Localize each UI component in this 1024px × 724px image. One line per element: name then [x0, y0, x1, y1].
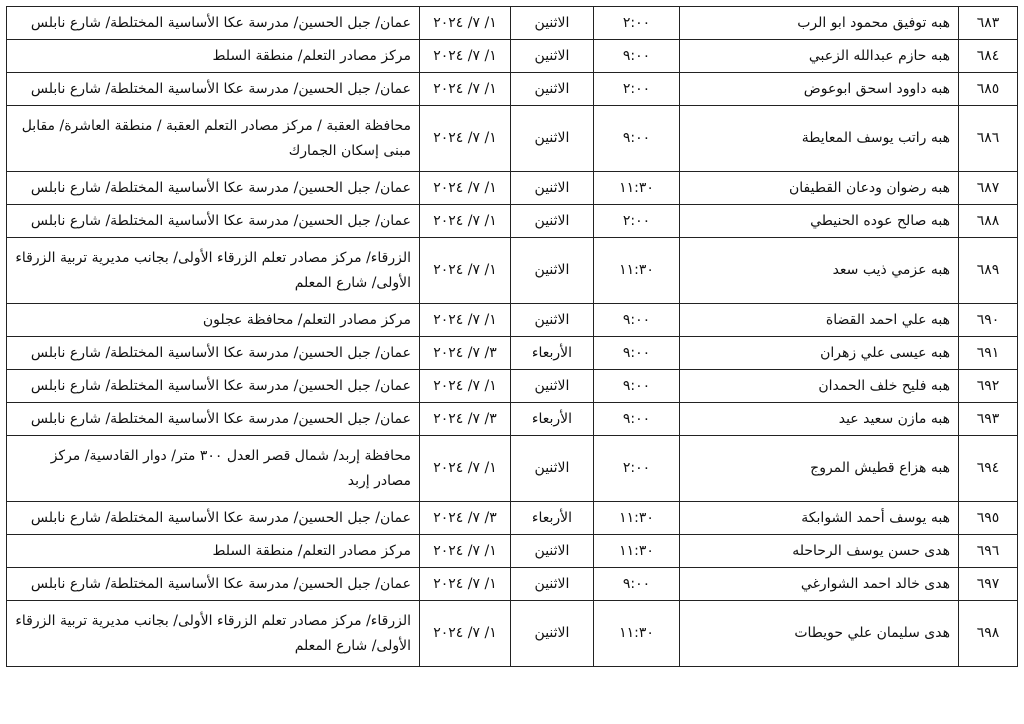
exam-day: الاثنين — [511, 568, 594, 601]
exam-date: ١/ ٧/ ٢٠٢٤ — [420, 238, 511, 304]
row-number: ٦٩٨ — [959, 601, 1018, 667]
table-row — [7, 73, 1018, 106]
row-number: ٦٩٧ — [959, 568, 1018, 601]
table-row — [7, 205, 1018, 238]
exam-time: ٩:٠٠ — [594, 106, 680, 172]
table-row — [7, 40, 1018, 73]
table-body — [7, 7, 1018, 667]
table-row — [7, 436, 1018, 502]
candidate-name: هبه علي احمد القضاة — [680, 304, 959, 337]
exam-date: ١/ ٧/ ٢٠٢٤ — [420, 568, 511, 601]
exam-date: ١/ ٧/ ٢٠٢٤ — [420, 172, 511, 205]
candidate-name: هبه داوود اسحق ابوعوض — [680, 73, 959, 106]
row-number: ٦٩١ — [959, 337, 1018, 370]
exam-day: الاثنين — [511, 172, 594, 205]
exam-location: مركز مصادر التعلم/ محافظة عجلون — [7, 304, 420, 337]
table-row — [7, 238, 1018, 304]
exam-day: الأربعاء — [511, 337, 594, 370]
candidate-name: هبه فليح خلف الحمدان — [680, 370, 959, 403]
row-number: ٦٩٤ — [959, 436, 1018, 502]
row-number: ٦٩٦ — [959, 535, 1018, 568]
table-row — [7, 601, 1018, 667]
exam-date: ٣/ ٧/ ٢٠٢٤ — [420, 403, 511, 436]
exam-location: عمان/ جبل الحسين/ مدرسة عكا الأساسية المختلطة/ شارع نابلس — [7, 502, 420, 535]
exam-day: الاثنين — [511, 106, 594, 172]
exam-date: ١/ ٧/ ٢٠٢٤ — [420, 73, 511, 106]
exam-day: الاثنين — [511, 73, 594, 106]
exam-day: الاثنين — [511, 436, 594, 502]
exam-time: ٩:٠٠ — [594, 337, 680, 370]
row-number: ٦٩٢ — [959, 370, 1018, 403]
exam-date: ٣/ ٧/ ٢٠٢٤ — [420, 502, 511, 535]
candidate-name: هبه رضوان ودعان القطيفان — [680, 172, 959, 205]
table-row — [7, 568, 1018, 601]
candidate-name: هبه مازن سعيد عيد — [680, 403, 959, 436]
row-number: ٦٨٧ — [959, 172, 1018, 205]
exam-time: ٩:٠٠ — [594, 40, 680, 73]
candidate-name: هدى سليمان علي حويطات — [680, 601, 959, 667]
exam-date: ١/ ٧/ ٢٠٢٤ — [420, 40, 511, 73]
exam-time: ٩:٠٠ — [594, 568, 680, 601]
exam-location: الزرقاء/ مركز مصادر تعلم الزرقاء الأولى/ بجانب مديرية تربية الزرقاء الأولى/ شارع المعلم — [7, 601, 420, 667]
exam-location: محافظة العقبة / مركز مصادر التعلم العقبة / منطقة العاشرة/ مقابل مبنى إسكان الجمارك — [7, 106, 420, 172]
exam-day: الاثنين — [511, 601, 594, 667]
exam-location: عمان/ جبل الحسين/ مدرسة عكا الأساسية المختلطة/ شارع نابلس — [7, 172, 420, 205]
row-number: ٦٨٨ — [959, 205, 1018, 238]
exam-location: الزرقاء/ مركز مصادر تعلم الزرقاء الأولى/ بجانب مديرية تربية الزرقاء الأولى/ شارع المعلم — [7, 238, 420, 304]
exam-time: ٩:٠٠ — [594, 370, 680, 403]
candidate-name: هبه هزاع قطيش المروج — [680, 436, 959, 502]
candidate-name: هبه صالح عوده الحنيطي — [680, 205, 959, 238]
exam-time: ٢:٠٠ — [594, 436, 680, 502]
row-number: ٦٨٦ — [959, 106, 1018, 172]
candidate-name: هبه حازم عبدالله الزعبي — [680, 40, 959, 73]
exam-date: ١/ ٧/ ٢٠٢٤ — [420, 205, 511, 238]
exam-schedule-table — [6, 6, 1018, 667]
exam-date: ١/ ٧/ ٢٠٢٤ — [420, 601, 511, 667]
exam-time: ٢:٠٠ — [594, 205, 680, 238]
exam-time: ١١:٣٠ — [594, 238, 680, 304]
row-number: ٦٨٥ — [959, 73, 1018, 106]
exam-time: ٢:٠٠ — [594, 7, 680, 40]
exam-time: ١١:٣٠ — [594, 535, 680, 568]
exam-time: ١١:٣٠ — [594, 172, 680, 205]
row-number: ٦٨٩ — [959, 238, 1018, 304]
table-row — [7, 502, 1018, 535]
exam-day: الاثنين — [511, 370, 594, 403]
exam-day: الاثنين — [511, 205, 594, 238]
exam-location: مركز مصادر التعلم/ منطقة السلط — [7, 535, 420, 568]
exam-location: عمان/ جبل الحسين/ مدرسة عكا الأساسية المختلطة/ شارع نابلس — [7, 337, 420, 370]
row-number: ٦٩٣ — [959, 403, 1018, 436]
table-row — [7, 337, 1018, 370]
exam-location: عمان/ جبل الحسين/ مدرسة عكا الأساسية المختلطة/ شارع نابلس — [7, 7, 420, 40]
exam-time: ٩:٠٠ — [594, 304, 680, 337]
exam-date: ١/ ٧/ ٢٠٢٤ — [420, 7, 511, 40]
exam-day: الاثنين — [511, 238, 594, 304]
candidate-name: هبه عزمي ذيب سعد — [680, 238, 959, 304]
exam-date: ١/ ٧/ ٢٠٢٤ — [420, 370, 511, 403]
candidate-name: هبه توفيق محمود ابو الرب — [680, 7, 959, 40]
exam-date: ١/ ٧/ ٢٠٢٤ — [420, 304, 511, 337]
table-row — [7, 106, 1018, 172]
exam-location: عمان/ جبل الحسين/ مدرسة عكا الأساسية المختلطة/ شارع نابلس — [7, 205, 420, 238]
exam-date: ٣/ ٧/ ٢٠٢٤ — [420, 337, 511, 370]
candidate-name: هدى حسن يوسف الرحاحله — [680, 535, 959, 568]
table-row — [7, 304, 1018, 337]
table-row — [7, 7, 1018, 40]
exam-day: الأربعاء — [511, 502, 594, 535]
table-row — [7, 172, 1018, 205]
table-row — [7, 370, 1018, 403]
exam-day: الاثنين — [511, 304, 594, 337]
exam-date: ١/ ٧/ ٢٠٢٤ — [420, 535, 511, 568]
exam-location: عمان/ جبل الحسين/ مدرسة عكا الأساسية المختلطة/ شارع نابلس — [7, 568, 420, 601]
exam-location: محافظة إربد/ شمال قصر العدل ٣٠٠ متر/ دوار القادسية/ مركز مصادر إربد — [7, 436, 420, 502]
candidate-name: هبه راتب يوسف المعايطة — [680, 106, 959, 172]
exam-day: الاثنين — [511, 40, 594, 73]
row-number: ٦٨٣ — [959, 7, 1018, 40]
exam-location: عمان/ جبل الحسين/ مدرسة عكا الأساسية المختلطة/ شارع نابلس — [7, 73, 420, 106]
exam-day: الاثنين — [511, 7, 594, 40]
row-number: ٦٨٤ — [959, 40, 1018, 73]
exam-time: ٢:٠٠ — [594, 73, 680, 106]
row-number: ٦٩٥ — [959, 502, 1018, 535]
exam-day: الأربعاء — [511, 403, 594, 436]
candidate-name: هبه يوسف أحمد الشوابكة — [680, 502, 959, 535]
candidate-name: هدى خالد احمد الشوارغي — [680, 568, 959, 601]
exam-time: ١١:٣٠ — [594, 502, 680, 535]
exam-time: ١١:٣٠ — [594, 601, 680, 667]
exam-day: الاثنين — [511, 535, 594, 568]
exam-location: عمان/ جبل الحسين/ مدرسة عكا الأساسية المختلطة/ شارع نابلس — [7, 370, 420, 403]
table-row — [7, 403, 1018, 436]
candidate-name: هبه عيسى علي زهران — [680, 337, 959, 370]
exam-location: مركز مصادر التعلم/ منطقة السلط — [7, 40, 420, 73]
exam-date: ١/ ٧/ ٢٠٢٤ — [420, 106, 511, 172]
exam-location: عمان/ جبل الحسين/ مدرسة عكا الأساسية المختلطة/ شارع نابلس — [7, 403, 420, 436]
exam-date: ١/ ٧/ ٢٠٢٤ — [420, 436, 511, 502]
exam-time: ٩:٠٠ — [594, 403, 680, 436]
table-row — [7, 535, 1018, 568]
row-number: ٦٩٠ — [959, 304, 1018, 337]
